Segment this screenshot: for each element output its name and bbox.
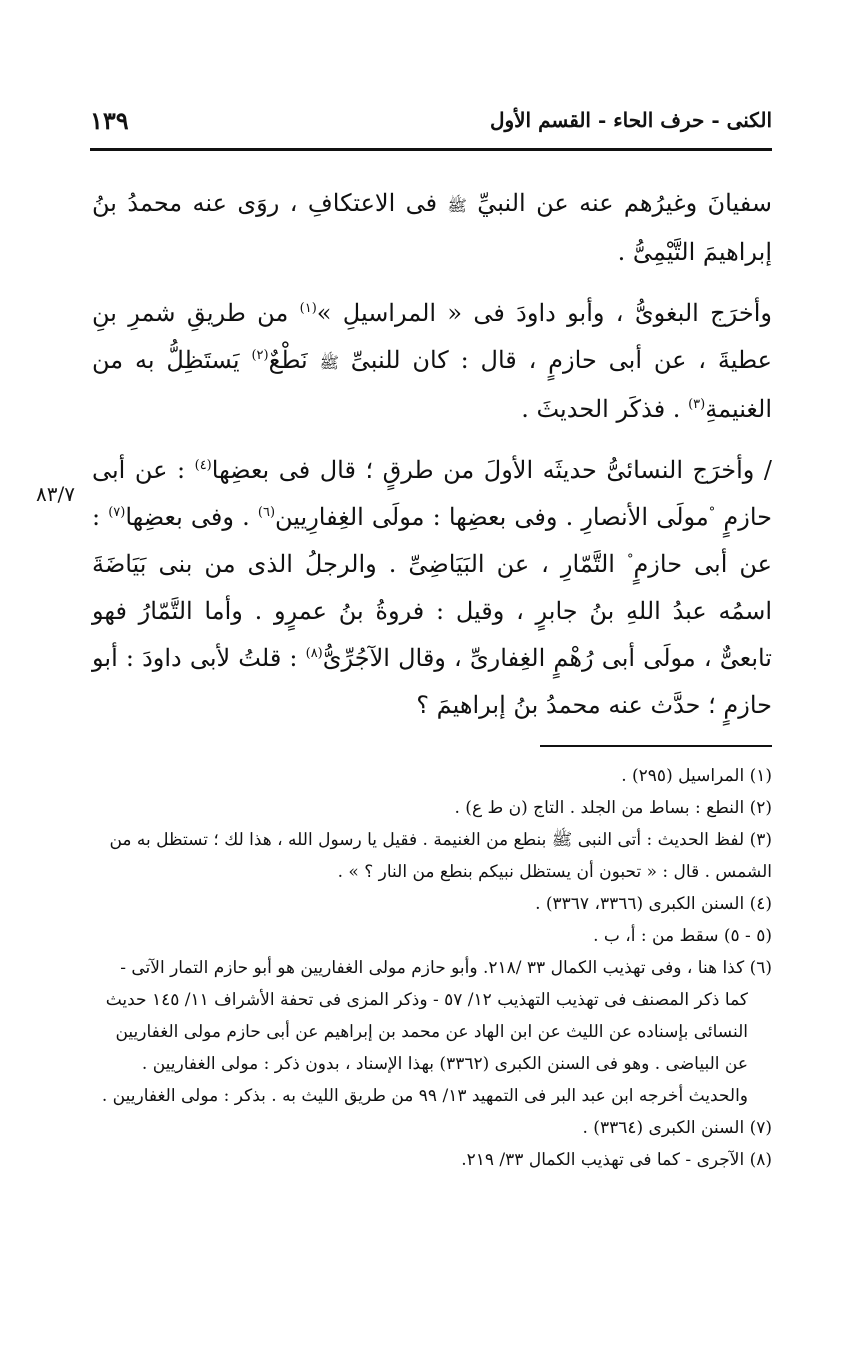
footnote-ref-4[interactable]: (٤) bbox=[194, 458, 212, 473]
paragraph-1 bbox=[92, 180, 772, 276]
paragraph-3 bbox=[92, 447, 772, 729]
footnote-2: (٢) النطع : بساط من الجلد . التاج (ن ط ع) . bbox=[454, 798, 772, 818]
text-run: فى الاعتكافِ ، روَى عنه محمدُ بنُ إبراهيمَ التَّيْمِىُّ . bbox=[92, 189, 772, 266]
footnote-8: (٨) الآجرى - كما فى تهذيب الكمال ٣٣/ ٢١٩. bbox=[461, 1150, 772, 1170]
text-run: سفيانَ وغيرُهم عنه عن النبيِّ bbox=[466, 189, 772, 217]
footnote-ref-1[interactable]: (١) bbox=[299, 301, 317, 316]
main-text bbox=[92, 180, 772, 729]
footnote-5: (٥ - ٥) سقط من : أ، ب . bbox=[593, 926, 772, 946]
text-run: وأخرَج البغوىُّ ، وأبو داودَ فى « المراسيلِ » bbox=[316, 299, 772, 327]
footnote-ref-8[interactable]: (٨) bbox=[305, 646, 323, 661]
text-run: مولَى الأنصارِ . وفى بعضِها : مولَى الغِفارِيين bbox=[275, 503, 709, 531]
page-number: ١٣٩ bbox=[90, 106, 129, 135]
omission-mark: ° bbox=[708, 505, 716, 520]
text-run: يَستَظِلُّ به من الغنيمةِ bbox=[92, 346, 772, 423]
omission-mark: ° bbox=[626, 552, 634, 567]
footnotes bbox=[92, 760, 772, 1176]
page-header bbox=[90, 108, 772, 142]
footnote-text: بنطع من الغنيمة . فقيل يا رسول الله ، هذا لك ؛ تستظل به من الشمس . قال : « تحبون أن يستظل نبيكم بنطع من النار ؟ » . bbox=[109, 830, 772, 882]
salutation-ligature: ﷺ bbox=[447, 196, 467, 215]
footnote-ref-7[interactable]: (٧) bbox=[108, 505, 126, 520]
text-run: من طريقِ شمرِ بنِ عطيةَ ، عن أبى حازمٍ ، قال : كان للنبىِّ bbox=[92, 299, 772, 374]
text-run: . وفى بعضِها bbox=[125, 503, 258, 531]
footnote-text: (٣) لفظ الحديث : أتى النبى bbox=[572, 830, 772, 850]
text-run: : عن أبى حازمٍ bbox=[92, 456, 773, 531]
footnote-1: (١) المراسيل (٢٩٥) . bbox=[621, 766, 772, 786]
footnote-6 bbox=[92, 952, 772, 1112]
running-title: الكنى - حرف الحاء - القسم الأول bbox=[489, 108, 772, 132]
text-run: : قلتُ لأبى داودَ : أبو حازمٍ ؛ حدَّث عنه محمدُ بنُ إبراهيمَ ؟ bbox=[92, 644, 772, 719]
footnote-text: (٦) كذا هنا ، وفى تهذيب الكمال ٣٣ /٢١٨. وأبو حازم مولى الغفاريين هو أبو حازم التمار الآتى - bbox=[120, 958, 772, 978]
footnote-continuation: كما ذكر المصنف فى تهذيب التهذيب ١٢/ ٥٧ - وذكر المزى فى تحفة الأشراف ١١/ ١٤٥ حديث النسائى بإسناده عن الليث عن ابن الهاد عن محمد بن إبراهيم عن أبى حازم مولى الغفاريين عن البياضى . وهو فى السنن الكبرى (٣٣٦٢) بهذا الإسناد ، بدون ذكر : مولى الغفاريين . والحديث أخرجه ابن عبد البر فى التمهيد ١٣/ ٩٩ من طريق الليث به . بذكر : مولى الغفاريين . bbox=[101, 990, 748, 1106]
text-run: التَّمّارِ ، عن البَيَاضِىِّ . والرجلُ الذى من بنى بَيَاضَةَ اسمُه عبدُ اللهِ بنُ جابرٍ ، وقيل : فروةُ بنُ عمرٍو . وأما التَّمّارُ فهو تابعىٌّ ، مولَى أبى رُهْمٍ الغِفارىِّ ، وقال الآجُرِّىُّ bbox=[92, 550, 772, 672]
text-run: : عن أبى حازمٍ bbox=[92, 503, 772, 578]
salutation-ligature: ﷺ bbox=[319, 353, 339, 372]
footnote-4: (٤) السنن الكبرى (٣٣٦٦، ٣٣٦٧) . bbox=[535, 894, 772, 914]
footnote-ref-6[interactable]: (٦) bbox=[257, 505, 276, 520]
margin-reference: ٨٣/٧ bbox=[36, 482, 75, 506]
text-run: . فذكَر الحديثَ . bbox=[521, 395, 689, 423]
text-run: نَطْعٌ bbox=[268, 346, 320, 374]
footnote-7: (٧) السنن الكبرى (٣٣٦٤) . bbox=[582, 1118, 772, 1138]
header-rule bbox=[90, 148, 772, 151]
footnote-ref-2[interactable]: (٢) bbox=[251, 348, 269, 363]
footnote-ref-3[interactable]: (٣) bbox=[688, 397, 706, 412]
footnote-3 bbox=[92, 824, 772, 888]
text-run: / وأخرَج النسائىُّ حديثَه الأولَ من طرقٍ ؛ قال فى بعضِها bbox=[211, 456, 772, 484]
salutation-ligature: ﷺ bbox=[551, 830, 573, 850]
paragraph-2 bbox=[92, 290, 772, 433]
footnote-rule bbox=[540, 745, 772, 747]
